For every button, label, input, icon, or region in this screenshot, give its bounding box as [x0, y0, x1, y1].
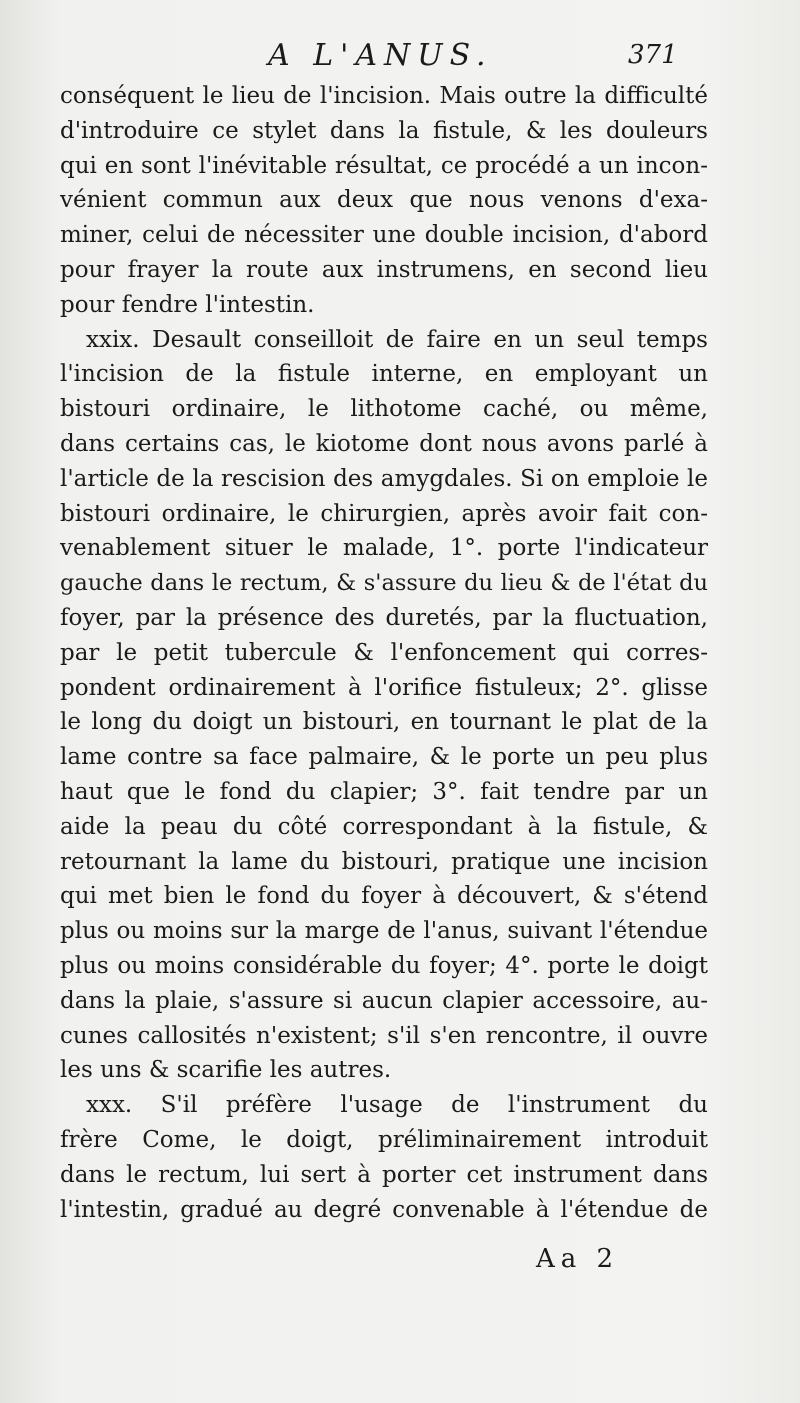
text-line: d'introduire ce stylet dans la fistule, & les douleurs	[60, 117, 708, 144]
text-line: plus ou moins considérable du foyer; 4°. porte le doigt	[60, 952, 708, 979]
text-line: par le petit tubercule & l'enfoncement qui corres-	[60, 639, 708, 666]
text-line: qui met bien le fond du foyer à découvert, & s'étend	[60, 883, 708, 910]
running-head	[0, 38, 800, 78]
text-line: bistouri ordinaire, le lithotome caché, ou même,	[60, 396, 708, 423]
running-head-title: A L'ANUS.	[268, 38, 493, 73]
text-line: xxix. Desault conseilloit de faire en un seul temps	[86, 326, 708, 353]
text-line: l'incision de la fistule interne, en employant un	[60, 361, 708, 388]
signature-mark: Aa 2	[536, 1244, 620, 1274]
text-line: retournant la lame du bistouri, pratique une incision	[60, 848, 708, 875]
text-line: plus ou moins sur la marge de l'anus, suivant l'étendue	[60, 918, 708, 945]
text-line: foyer, par la présence des duretés, par la fluctuation,	[60, 604, 708, 631]
text-line: miner, celui de nécessiter une double incision, d'abord	[60, 222, 708, 249]
text-line: les uns & scarifie les autres.	[60, 1057, 392, 1084]
text-line: dans certains cas, le kiotome dont nous avons parlé à	[60, 430, 708, 457]
text-line: lame contre sa face palmaire, & le porte un peu plus	[60, 744, 708, 771]
text-line: aide la peau du côté correspondant à la fistule, &	[60, 813, 708, 840]
page-number: 371	[628, 40, 678, 70]
text-line: pour fendre l'intestin.	[60, 291, 315, 318]
text-line: xxx. S'il préfère l'usage de l'instrument du	[86, 1092, 708, 1119]
text-line: l'article de la rescision des amygdales. Si on emploie le	[60, 465, 708, 492]
text-line: l'intestin, gradué au degré convenable à l'étendue de	[60, 1196, 708, 1223]
text-line: bistouri ordinaire, le chirurgien, après avoir fait con-	[60, 500, 708, 527]
text-line: gauche dans le rectum, & s'assure du lieu & de l'état du	[60, 570, 708, 597]
text-line: frère Come, le doigt, préliminairement introduit	[60, 1126, 708, 1153]
text-line: cunes callosités n'existent; s'il s'en rencontre, il ouvre	[60, 1022, 708, 1049]
text-line: haut que le fond du clapier; 3°. fait tendre par un	[60, 778, 708, 805]
body-text	[60, 79, 708, 1227]
text-line: le long du doigt un bistouri, en tournant le plat de la	[60, 709, 708, 736]
text-line: pour frayer la route aux instrumens, en second lieu	[60, 256, 708, 283]
text-line: conséquent le lieu de l'incision. Mais outre la difficulté	[60, 83, 708, 109]
text-line: dans le rectum, lui sert à porter cet instrument dans	[60, 1161, 708, 1188]
text-line: venablement situer le malade, 1°. porte l'indicateur	[60, 535, 708, 562]
text-line: pondent ordinairement à l'orifice fistuleux; 2°. glisse	[60, 674, 708, 701]
text-line: dans la plaie, s'assure si aucun clapier accessoire, au-	[60, 987, 708, 1014]
text-line: qui en sont l'inévitable résultat, ce procédé a un incon-	[60, 152, 708, 179]
text-line: vénient commun aux deux que nous venons d'exa-	[60, 187, 708, 214]
